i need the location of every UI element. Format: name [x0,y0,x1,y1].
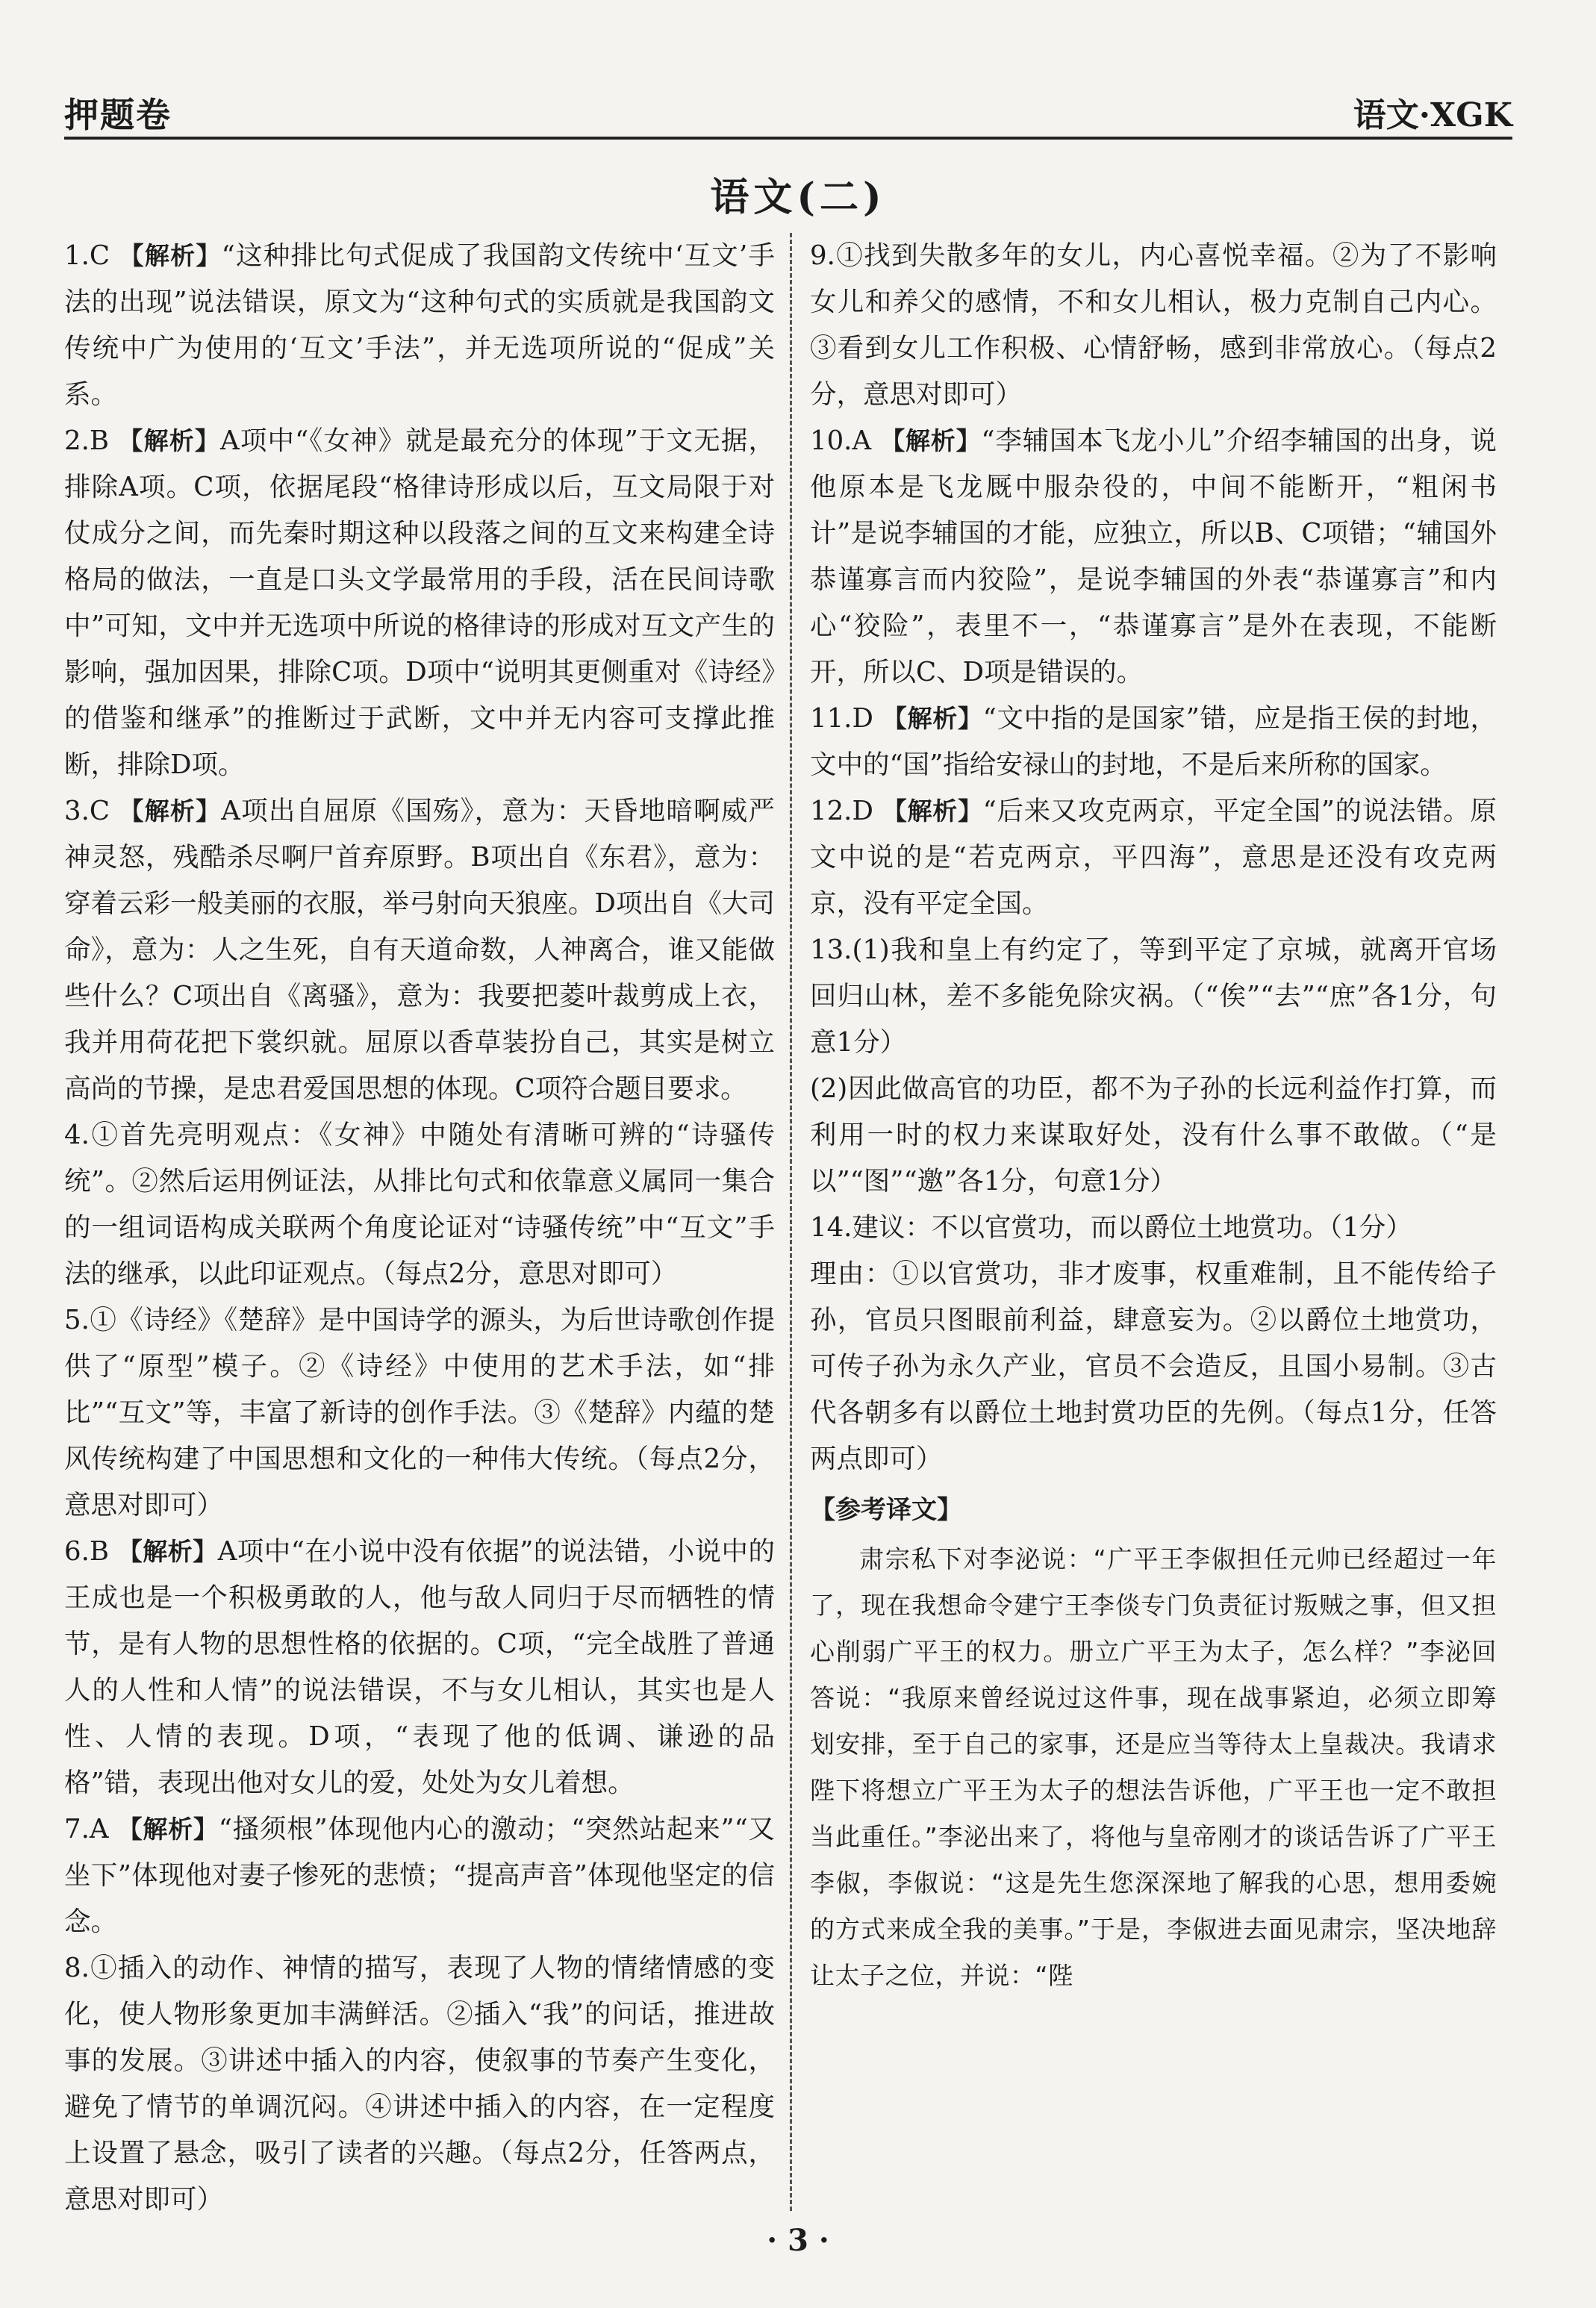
answer-14-reason: 理由：①以官赏功，非才废事，权重难制，且不能传给子孙，官员只图眼前利益，肆意妄为。②以爵位土地赏功，可传子孙为永久产业，官员不会造反，且国小易制。③古代各朝多有以爵位土地封赏功臣的先例。（每点1分，任答两点即可） [810,1259,1497,1474]
page-title: 语文(二) [710,175,886,220]
answer-11 [810,696,1497,788]
answer-text: “文中指的是国家”错，应是指王侯的封地，文中的“国”指给安禄山的封地，不是后来所称的国家。 [810,703,1497,780]
header-left-title: 押题卷 [64,95,172,135]
answer-text: “后来又攻克两京，平定全国”的说法错。原文中说的是“若克两京，平四海”，意思是还没有攻克两京，没有平定全国。 [810,796,1497,919]
answer-14 [810,1205,1497,1251]
answer-3 [64,788,775,1112]
answer-number: 6.B [64,1536,109,1567]
answer-5 [64,1297,775,1529]
answer-text: A项中“在小说中没有依据”的说法错，小说中的王成也是一个积极勇敢的人，他与敌人同归于尽而牺牲的情节，是有人物的思想性格的依据的。C项，“完全战胜了普通人的人性和人情”的说法错误，不与女儿相认，其实也是人性、人情的表现。D项，“表现了他的低调、谦逊的品格”错，表现出他对女儿的爱，处处为女儿着想。 [64,1536,776,1798]
analysis-tag: 【解析】 [882,704,983,733]
answer-7 [64,1806,775,1945]
right-column [810,233,1497,1999]
answer-12 [810,788,1497,927]
answer-number: 7.A [64,1814,109,1844]
analysis-tag: 【解析】 [882,796,983,826]
answer-13 [810,927,1497,1066]
answer-number: 13. [810,935,852,965]
analysis-tag: 【解析】 [117,1537,218,1566]
left-column [64,233,775,2223]
analysis-tag: 【解析】 [880,426,982,455]
answer-6 [64,1529,775,1806]
answer-text: “李辅国本飞龙小儿”介绍李辅国的出身，说他原本是飞龙厩中服杂役的，中间不能断开，“粗闲书计”是说李辅国的才能，应独立，所以B、C项错；“辅国外恭谨寡言而内狡险”，是说李辅国的外表“恭谨寡言”和内心“狡险”，表里不一，“恭谨寡言”是外在表现，不能断开，所以C、D项是错误的。 [810,425,1497,687]
page-header [64,88,1512,136]
answer-4 [64,1112,775,1297]
analysis-tag: 【解析】 [117,1815,219,1844]
answer-text: (1)我和皇上有约定了，等到平定了京城，就离开官场回归山林，差不多能免除灾祸。（“俟”“去”“庶”各1分，句意1分） [810,935,1497,1058]
analysis-tag: 【解析】 [119,796,222,826]
answer-text: “搔须根”体现他内心的激动；“突然站起来”“又坐下”体现他对妻子惨死的悲愤；“提高声音”体现他坚定的信念。 [64,1814,775,1937]
answer-number: 3.C [64,796,110,826]
answer-10 [810,418,1497,696]
answer-number: 5. [64,1305,90,1335]
page-number: · 3 · [767,2223,829,2258]
answer-number: 12.D [810,796,873,826]
analysis-tag: 【解析】 [119,241,222,270]
header-rule [64,137,1512,140]
answer-text: A项出自屈原《国殇》，意为：天昏地暗啊威严神灵怒，残酷杀尽啊尸首弃原野。B项出自《东君》，意为：穿着云彩一般美丽的衣服，举弓射向天狼座。D项出自《大司命》，意为：人之生死，自有天道命数，人神离合，谁又能做些什么？C项出自《离骚》，意为：我要把菱叶裁剪成上衣，我并用荷花把下裳织就。屈原以香草装扮自己，其实是树立高尚的节操，是忠君爱国思想的体现。C项符合题目要求。 [64,796,775,1104]
header-right-title: 语文·XGK [1353,96,1512,134]
column-divider [790,233,792,2211]
answer-number: 2.B [64,425,109,456]
answer-1 [64,233,775,418]
answer-number: 4. [64,1120,90,1150]
answer-number: 9. [810,240,835,271]
answer-number: 14. [810,1212,852,1243]
answer-9 [810,233,1497,418]
answer-text: ①《诗经》《楚辞》是中国诗学的源头，为后世诗歌创作提供了“原型”模子。②《诗经》中使用的艺术手法，如“排比”“互文”等，丰富了新诗的创作手法。③《楚辞》内蕴的楚风传统构建了中国思想和文化的一种伟大传统。（每点2分，意思对即可） [64,1305,775,1521]
answer-text: ①找到失散多年的女儿，内心喜悦幸福。②为了不影响女儿和养父的感情，不和女儿相认，极力克制自己内心。③看到女儿工作积极、心情舒畅，感到非常放心。（每点2分，意思对即可） [810,240,1497,410]
answer-number: 8. [64,1953,90,1983]
answer-text: ①首先亮明观点：《女神》中随处有清晰可辨的“诗骚传统”。②然后运用例证法，从排比句式和依靠意义属同一集合的一组词语构成关联两个角度论证对“诗骚传统”中“互文”手法的继承，以此印证观点。（每点2分，意思对即可） [64,1120,775,1289]
reference-heading: 【参考译文】 [810,1495,962,1525]
reference-translation: 肃宗私下对李泌说：“广平王李俶担任元帅已经超过一年了，现在我想命令建宁王李倓专门负责征讨叛贼之事，但又担心削弱广平王的权力。册立广平王为太子，怎么样？”李泌回答说：“我原来曾经说过这件事，现在战事紧迫，必须立即筹划安排，至于自己的家事，还是应当等待太上皇裁决。我请求陛下将想立广平王为太子的想法告诉他，广平王也一定不敢担当此重任。”李泌出来了，将他与皇帝刚才的谈话告诉了广平王李俶，李俶说：“这是先生您深深地了解我的心思，想用委婉的方式来成全我的美事。”于是，李俶进去面见肃宗，坚决地辞让太子之位，并说：“陛 [810,1544,1497,1990]
answer-text: “这种排比句式促成了我国韵文传统中‘互文’手法的出现”说法错误，原文为“这种句式的实质就是我国韵文传统中广为使用的‘互文’手法”，并无选项所说的“促成”关系。 [64,240,776,410]
answer-13-part-2: (2)因此做高官的功臣，都不为子孙的长远利益作打算，而利用一时的权力来谋取好处，没有什么事不敢做。（“是以”“图”“邀”各1分，句意1分） [810,1073,1497,1197]
analysis-tag: 【解析】 [118,426,221,455]
answer-8 [64,1945,775,2223]
answer-number: 1.C [64,240,110,271]
answer-text: 建议：不以官赏功，而以爵位土地赏功。（1分） [852,1212,1412,1243]
answer-text: ①插入的动作、神情的描写，表现了人物的情绪情感的变化，使人物形象更加丰满鲜活。②插入“我”的问话，推进故事的发展。③讲述中插入的内容，使叙事的节奏产生变化，避免了情节的单调沉闷。④讲述中插入的内容，在一定程度上设置了悬念，吸引了读者的兴趣。（每点2分，任答两点，意思对即可） [64,1953,775,2215]
answer-number: 10.A [810,425,872,456]
answer-number: 11.D [810,703,873,734]
answer-text: A项中“《女神》就是最充分的体现”于文无据，排除A项。C项，依据尾段“格律诗形成以后，互文局限于对仗成分之间，而先秦时期这种以段落之间的互文来构建全诗格局的做法，一直是口头文学最常用的手段，活在民间诗歌中”可知，文中并无选项中所说的格律诗的形成对互文产生的影响，强加因果，排除C项。D项中“说明其更侧重对《诗经》的借鉴和继承”的推断过于武断，文中并无内容可支撑此推断，排除D项。 [64,425,776,780]
answer-2 [64,418,775,788]
